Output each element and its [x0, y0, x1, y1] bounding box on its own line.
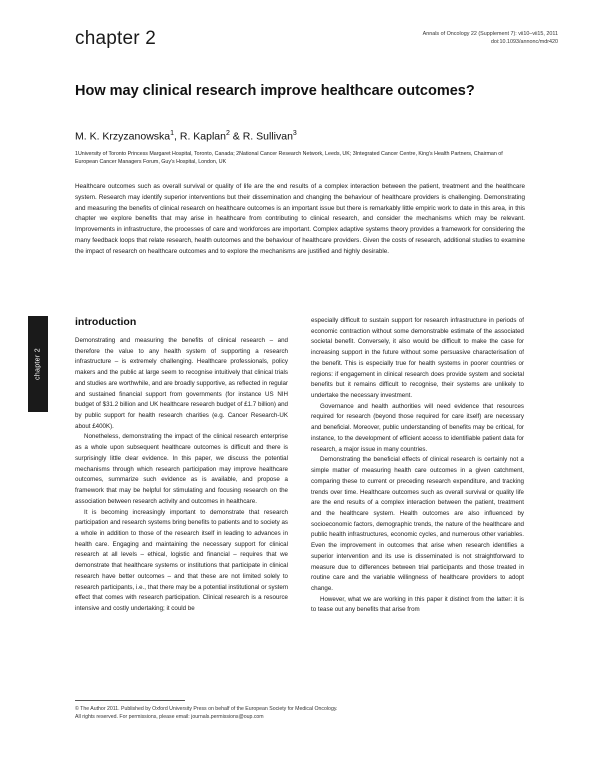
side-chapter-tab: [28, 316, 48, 412]
author-1: M. K. Krzyzanowska: [75, 130, 171, 143]
side-chapter-tab-label: chapter 2: [34, 348, 42, 380]
body-column-right: [311, 316, 524, 616]
paragraph: Governance and health authorities will need evidence that resources required for research (beyond those required for care itself) are necessary and beneficial. Moreover, public understanding of benefits may be critical, for instance, to the development of efficient access to identifiable patient data for research, a major issue in many countries.: [311, 402, 524, 453]
author-3-affiliation-marker: 3: [292, 130, 297, 137]
section-heading-introduction: introduction: [75, 316, 137, 328]
affiliations: 1University of Toronto Princess Margaret Hospital, Toronto, Canada; 2National Cancer Research Network, Leeds, UK; 3Integrated Cancer Centre, King's Health Partners, Chairman of European Cancer Managers Forum, Guy's Hospital, London, UK: [75, 151, 503, 166]
journal-doi: doi:10.1093/annonc/mdr420: [490, 39, 558, 46]
author-3: & R. Sullivan: [229, 130, 293, 143]
chapter-label: chapter 2: [75, 28, 157, 49]
author-1-affiliation-marker: 1: [170, 130, 175, 137]
footer: [75, 700, 525, 722]
paragraph: Demonstrating and measuring the benefits of clinical research – and therefore the value to any health system of supporting a research infrastructure – is extremely challenging. Healthcare professionals, policy makers and the public at large seem to recognise intuitively that clinical trials and studies are worthwhile, and are broadly supportive, as reflected in regular and sustained financial support from governments (for instance US NIH budget of $31.2 billion and UK healthcare research budget of £1.7 billion) and by public support for health research charities (e.g. Cancer Research-UK about £400K).: [75, 337, 288, 430]
journal-citation: Annals of Oncology 22 (Supplement 7): vii10–vii15, 2011: [422, 31, 558, 37]
body-column-left: [75, 336, 288, 615]
journal-reference: [348, 30, 558, 46]
abstract: Healthcare outcomes such as overall survival or quality of life are the end results of a complex interaction between the patient, treatment and the healthcare system. Research may identify superior interventions but their dissemination and changing the behaviour of healthcare providers is challenging. Demonstrating and measuring the benefits of clinical research on healthcare outcomes is an important issue but there is remarkably little empiric work to date in this area, in this chapter we explore benefits that may arise in healthcare from contributing to clinical research, and consider the mechanisms which may be relevant. Improvements in infrastructure, the processes of care and workforces are important. Complex adaptive systems theory provides a framework for considering the many feedback loops that relate research, health outcomes and the behaviour of healthcare providers. Given the costs of research, additional studies to examine the impact of research on healthcare outcomes and to explore the mechanisms are justified and highly desirable.: [75, 183, 525, 255]
paragraph: Nonetheless, demonstrating the impact of the clinical research enterprise as a whole upon subsequent healthcare outcomes is difficult and there is surprisingly little clear evidence. In this paper, we discuss the potential mechanisms through which research participation may improve healthcare outcomes, summarize such evidence as is available, and propose a framework that may be helpful for stimulating and focusing research on the association between research activity and outcomes in healthcare.: [75, 433, 288, 505]
author-2: , R. Kaplan: [174, 130, 226, 143]
page-title: How may clinical research improve healthcare outcomes?: [75, 83, 475, 99]
footer-divider: [75, 700, 185, 701]
paragraph: especially difficult to sustain support for research infrastructure in periods of economic contraction without some demonstrable estimate of the associated societal benefit. Conversely, it also would be difficult to make the case for increasing support in the future without some persuasive characterisation of the benefit. This is especially true for health systems in poorer countries or regions: if engagement in clinical research does provide system and societal benefits but it remains difficult to recognise, their systems are unlikely to undertake the necessary investment.: [311, 317, 524, 400]
paragraph: It is becoming increasingly important to demonstrate that research participation and research systems bring benefits to patients and to society as a whole in addition to those of the research itself in leading to advances in health care. Engaging and maintaining the necessary support for clinical research at all levels – ethical, logistic and financial – requires that we demonstrate that healthcare systems or institutions that participate in clinical research have better outcomes – and that these are not limited solely to research participants, i.e., that there may be a potential institutional or system effect that comes with research participation. Clinical research is a resource intensive and costly undertaking; it could be: [75, 508, 288, 612]
author-list: [75, 130, 515, 143]
author-2-affiliation-marker: 2: [225, 130, 230, 137]
paragraph: Demonstrating the beneficial effects of clinical research is certainly not a simple matter of measuring health care outcomes in a given catchment, comparing these to current or preceding research expenditure, and tracking trends over time. Healthcare outcomes such as overall survival or quality life are the end results of a complex interaction between the patient, treatment and the healthcare system. Health outcomes are also influenced by socioeconomic factors, demographic trends, the nature of the healthcare and public health infrastructures, economic cycles, and numerous other variables. Even the improvement in outcomes that arise when research identifies a superior intervention and its use is disseminated is not straightforward to measure due to differences between trial participants and those treated in routine care and the variable willingness of healthcare providers to adopt change.: [311, 456, 524, 592]
paragraph: However, what we are working in this paper it distinct from the latter: it is to tease out any benefits that arise from: [311, 595, 524, 614]
rights-notice: All rights reserved. For permissions, please email: journals.permissions@oup.com: [75, 714, 264, 721]
copyright-notice: © The Author 2011. Published by Oxford University Press on behalf of the European Society for Medical Oncology.: [75, 705, 338, 712]
